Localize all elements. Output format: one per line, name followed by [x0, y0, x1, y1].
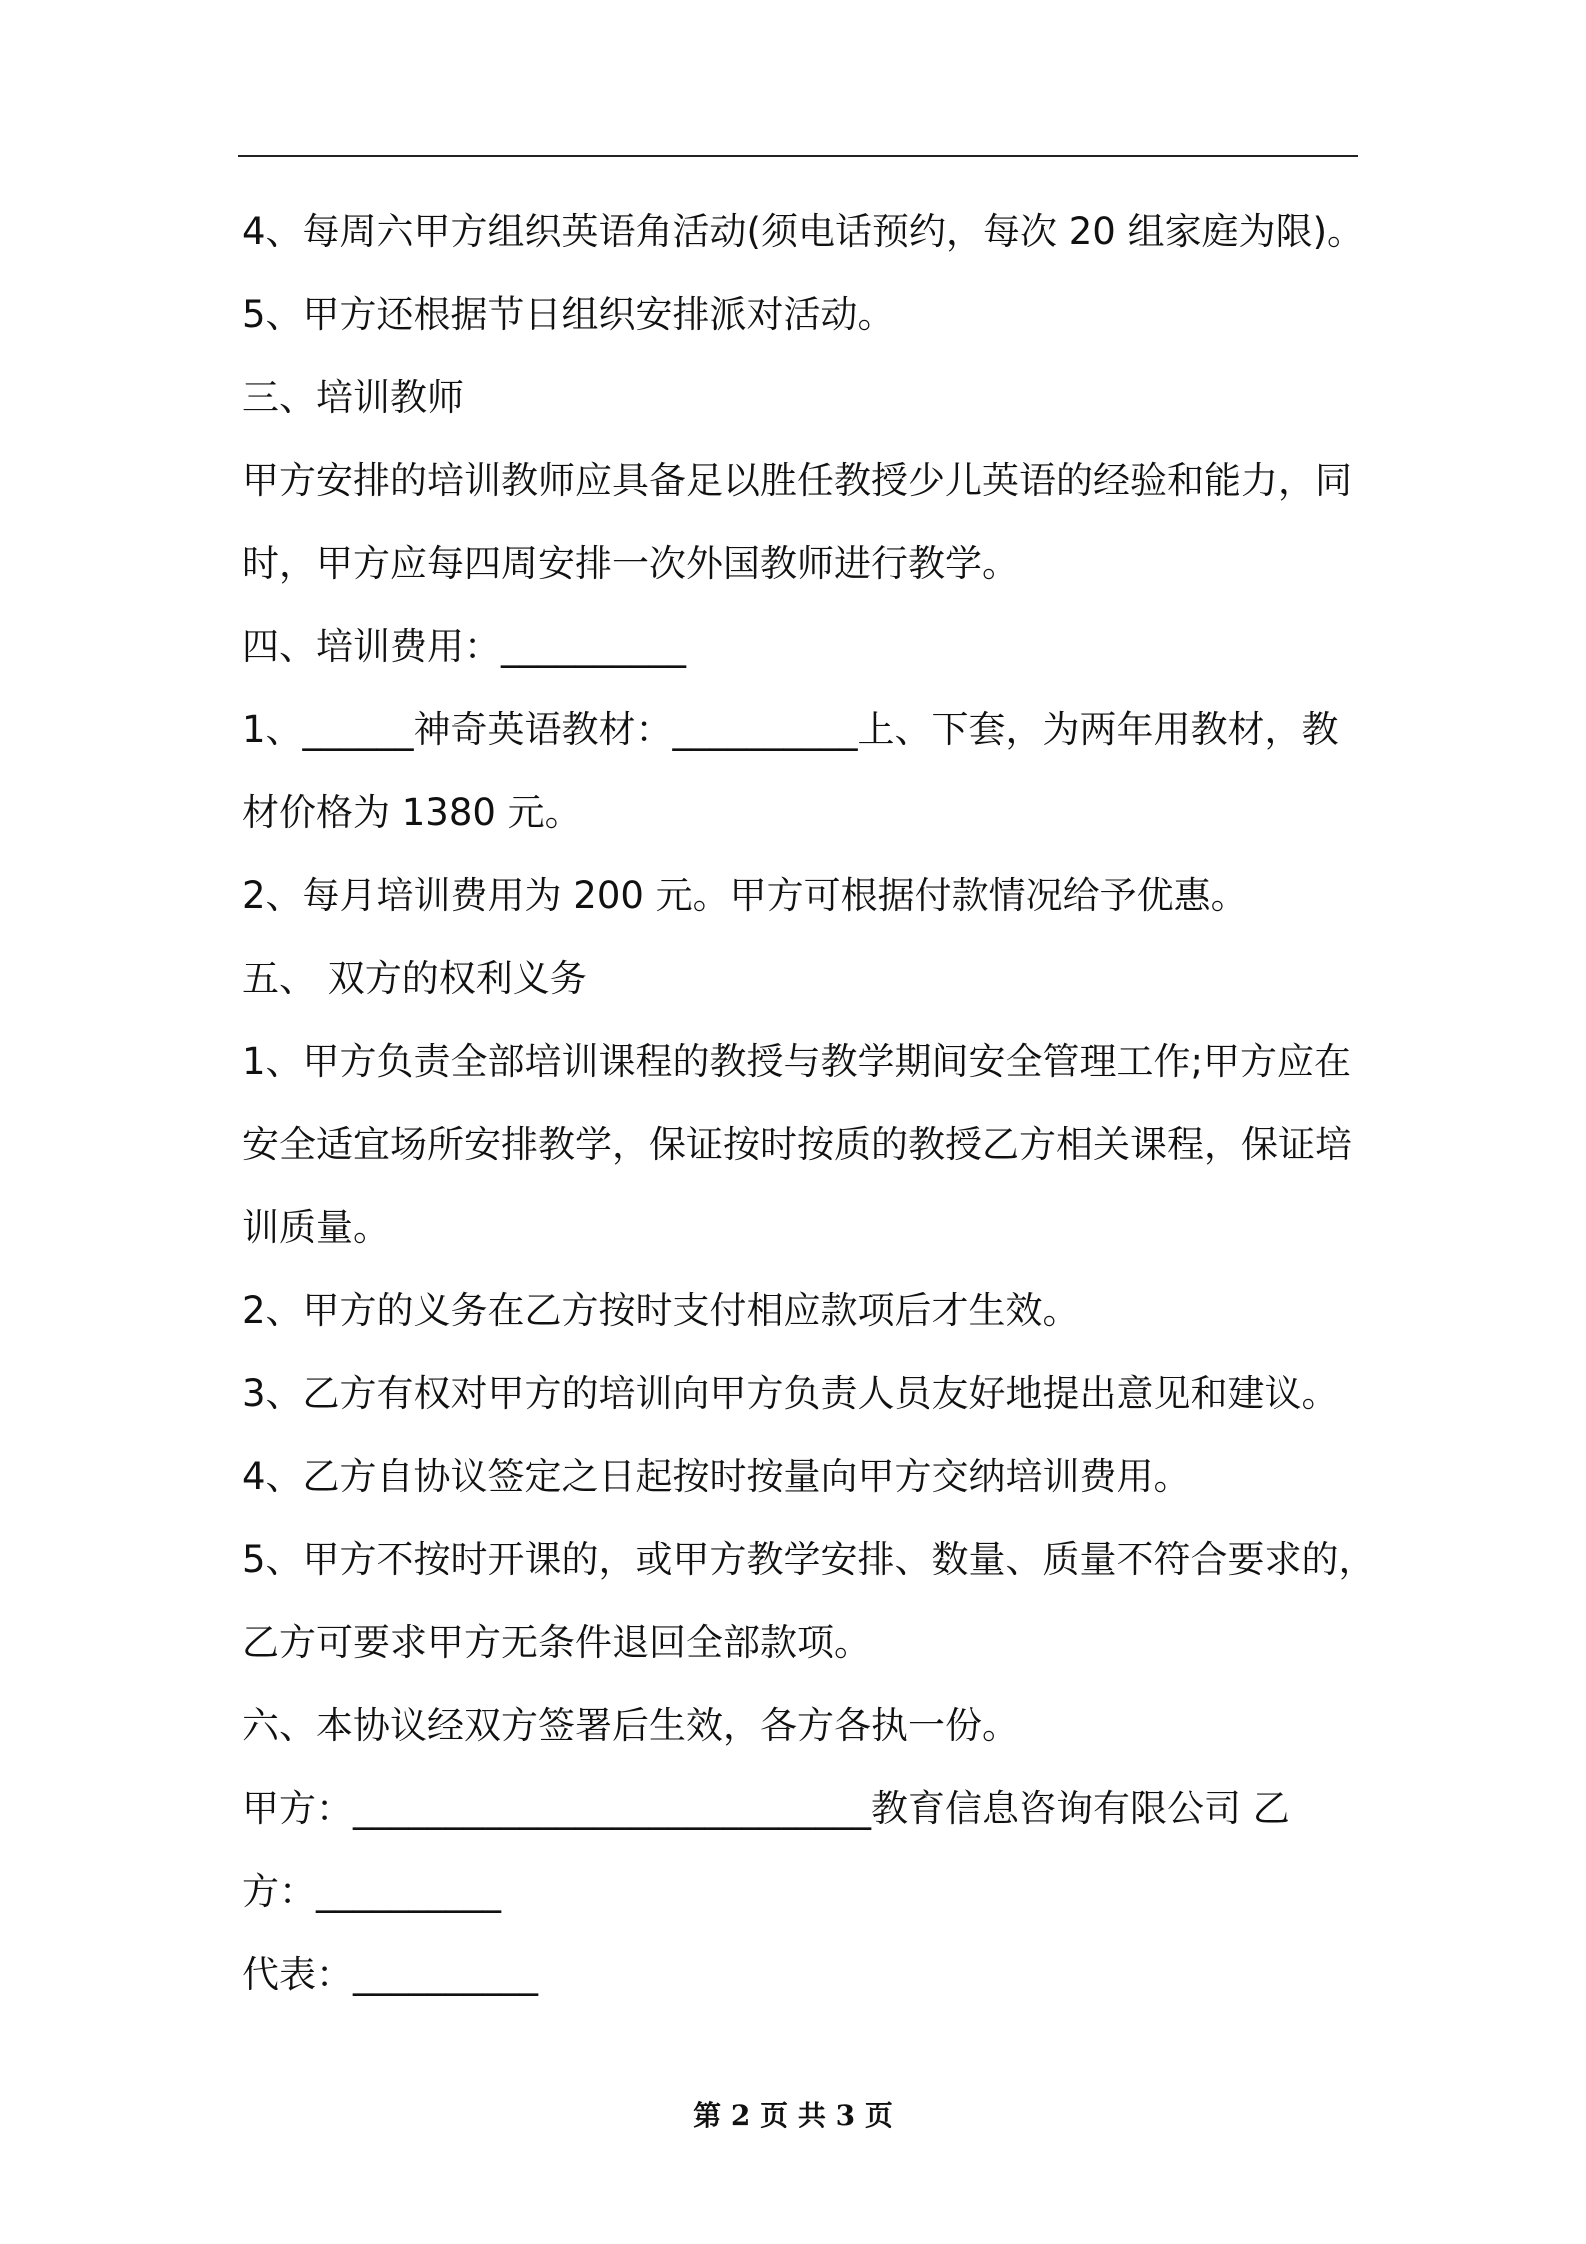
clause-4-english-corner: 4、每周六甲方组织英语角活动(须电话预约，每次 20 组家庭为限)。 — [242, 210, 1365, 253]
rights-item-1-line-2: 安全适宜场所安排教学，保证按时按质的教授乙方相关课程，保证培 — [242, 1123, 1352, 1166]
fee-item-1-line-1: 1、______神奇英语教材：__________上、下套，为两年用教材，教 — [242, 708, 1339, 751]
signature-party-a-line: 甲方：____________________________教育信息咨询有限公司 乙 — [242, 1787, 1290, 1830]
document-body — [242, 190, 1374, 2016]
header-rule — [238, 155, 1358, 157]
rights-item-1-line-3: 训质量。 — [242, 1206, 390, 1249]
rights-item-5-line-1: 5、甲方不按时开课的，或甲方教学安排、数量、质量不符合要求的， — [242, 1538, 1376, 1581]
section-heading-fees: 四、培训费用：__________ — [242, 625, 686, 668]
signature-party-b-line: 方：__________ — [242, 1870, 501, 1913]
signature-representative-line: 代表：__________ — [242, 1953, 538, 1996]
section-heading-teachers: 三、培训教师 — [242, 376, 464, 419]
rights-item-1-line-1: 1、甲方负责全部培训课程的教授与教学期间安全管理工作;甲方应在 — [242, 1040, 1352, 1083]
teachers-paragraph-line-1: 甲方安排的培训教师应具备足以胜任教授少儿英语的经验和能力，同 — [242, 459, 1352, 502]
rights-item-3: 3、乙方有权对甲方的培训向甲方负责人员友好地提出意见和建议。 — [242, 1372, 1339, 1415]
fee-item-2: 2、每月培训费用为 200 元。甲方可根据付款情况给予优惠。 — [242, 874, 1248, 917]
clause-5-holiday-party: 5、甲方还根据节日组织安排派对活动。 — [242, 293, 895, 336]
section-heading-effect: 六、本协议经双方签署后生效，各方各执一份。 — [242, 1704, 1019, 1747]
rights-item-5-line-2: 乙方可要求甲方无条件退回全部款项。 — [242, 1621, 871, 1664]
section-heading-rights: 五、 双方的权利义务 — [242, 957, 587, 1000]
rights-item-4: 4、乙方自协议签定之日起按时按量向甲方交纳培训费用。 — [242, 1455, 1191, 1498]
rights-item-2: 2、甲方的义务在乙方按时支付相应款项后才生效。 — [242, 1289, 1080, 1332]
teachers-paragraph-line-2: 时，甲方应每四周安排一次外国教师进行教学。 — [242, 542, 1019, 585]
page-number-footer: 第 2 页 共 3 页 — [693, 2099, 893, 2132]
fee-item-1-line-2: 材价格为 1380 元。 — [242, 791, 582, 834]
